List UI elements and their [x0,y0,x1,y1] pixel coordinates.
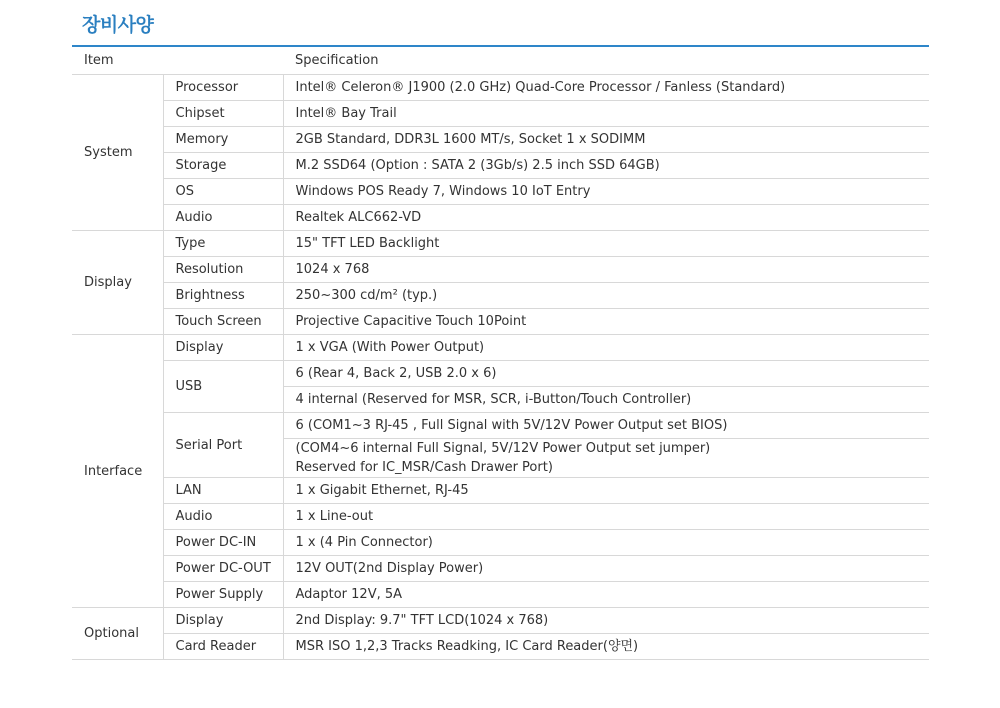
item-value: Projective Capacitive Touch 10Point [283,309,929,335]
item-value-multiline [283,439,929,478]
item-name: Power DC-IN [163,530,283,556]
item-name: Memory [163,127,283,153]
item-name: Touch Screen [163,309,283,335]
table-row [72,608,929,634]
item-value: 6 (COM1~3 RJ-45 , Full Signal with 5V/12V Power Output set BIOS) [283,413,929,439]
table-row [72,556,929,582]
item-name: Card Reader [163,634,283,660]
item-value: MSR ISO 1,2,3 Tracks Readking, IC Card Reader(양면) [283,634,929,660]
item-value: 12V OUT(2nd Display Power) [283,556,929,582]
category-display: Display [72,231,163,335]
table-row [72,335,929,361]
item-name: Audio [163,205,283,231]
table-row [72,127,929,153]
item-value: 1 x Line-out [283,504,929,530]
category-system: System [72,75,163,231]
item-name: Power DC-OUT [163,556,283,582]
table-header-row [72,47,929,75]
item-name: Processor [163,75,283,101]
item-value: 15" TFT LED Backlight [283,231,929,257]
page-title: 장비사양 [82,14,154,36]
item-value-line: (COM4~6 internal Full Signal, 5V/12V Power Output set jumper) [295,441,711,456]
item-name: LAN [163,478,283,504]
item-name: Resolution [163,257,283,283]
table-row [72,257,929,283]
item-value: 1 x Gigabit Ethernet, RJ-45 [283,478,929,504]
item-value: 2GB Standard, DDR3L 1600 MT/s, Socket 1 x SODIMM [283,127,929,153]
item-value: 2nd Display: 9.7" TFT LCD(1024 x 768) [283,608,929,634]
item-name: OS [163,179,283,205]
item-value: Realtek ALC662-VD [283,205,929,231]
item-value: 250~300 cd/m² (typ.) [283,283,929,309]
table-row [72,634,929,660]
table-row [72,75,929,101]
item-value: M.2 SSD64 (Option : SATA 2 (3Gb/s) 2.5 inch SSD 64GB) [283,153,929,179]
item-name: Power Supply [163,582,283,608]
header-specification: Specification [283,47,929,75]
table-row [72,361,929,387]
category-optional: Optional [72,608,163,660]
table-row [72,153,929,179]
item-value: 6 (Rear 4, Back 2, USB 2.0 x 6) [283,361,929,387]
header-item: Item [72,47,283,75]
item-name: Chipset [163,101,283,127]
item-name: Storage [163,153,283,179]
table-row [72,283,929,309]
table-row [72,530,929,556]
item-name-usb: USB [163,361,283,413]
table-row [72,231,929,257]
item-name: Brightness [163,283,283,309]
item-value: 4 internal (Reserved for MSR, SCR, i-Button/Touch Controller) [283,387,929,413]
table-row [72,309,929,335]
item-value: 1 x (4 Pin Connector) [283,530,929,556]
table-row [72,205,929,231]
item-value: Intel® Bay Trail [283,101,929,127]
category-interface: Interface [72,335,163,608]
table-row [72,582,929,608]
item-name: Display [163,335,283,361]
item-name: Type [163,231,283,257]
item-value: 1 x VGA (With Power Output) [283,335,929,361]
item-name: Display [163,608,283,634]
item-name: Audio [163,504,283,530]
item-value: Adaptor 12V, 5A [283,582,929,608]
item-value-line: Reserved for IC_MSR/Cash Drawer Port) [295,460,553,475]
table-row [72,101,929,127]
table-row [72,413,929,439]
item-value: 1024 x 768 [283,257,929,283]
item-name-serial-port: Serial Port [163,413,283,478]
table-row [72,504,929,530]
item-value: Windows POS Ready 7, Windows 10 IoT Entry [283,179,929,205]
table-row [72,478,929,504]
spec-table [72,47,929,660]
item-value: Intel® Celeron® J1900 (2.0 GHz) Quad-Core Processor / Fanless (Standard) [283,75,929,101]
table-row [72,179,929,205]
